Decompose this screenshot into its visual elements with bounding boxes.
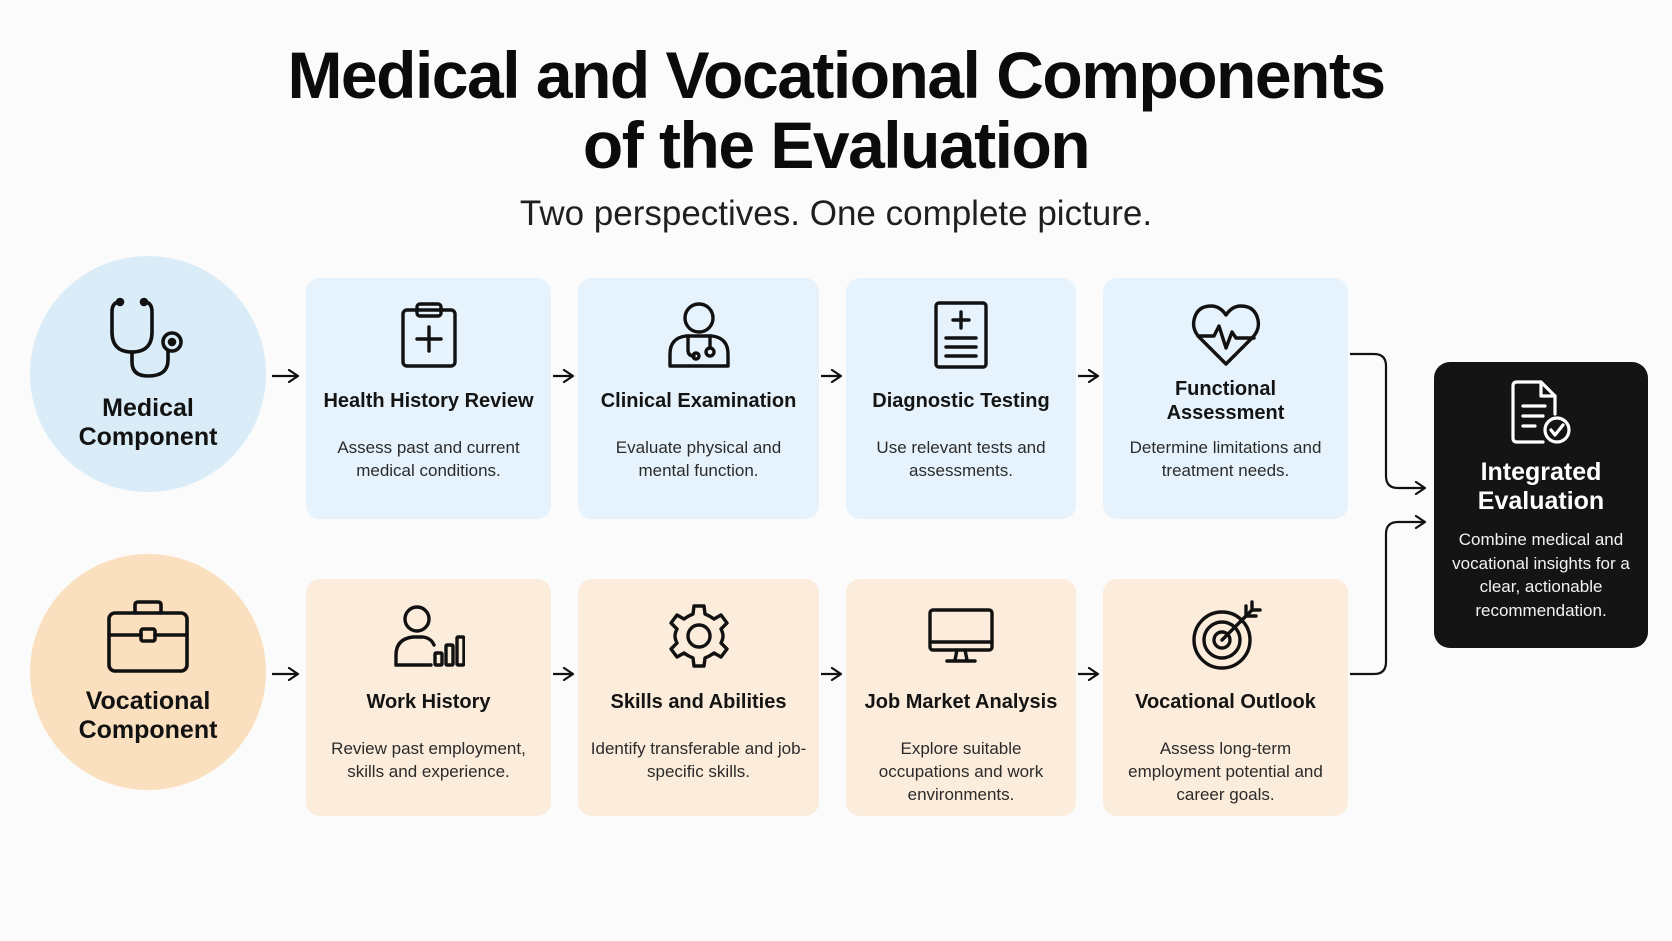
vocational-label-line-2: Component <box>78 716 218 744</box>
vocational-step-work-history <box>306 579 551 816</box>
vocational-step-skills <box>578 579 819 816</box>
medical-step-functional-assessment <box>1103 278 1348 519</box>
page-subtitle: Two perspectives. One complete picture. <box>519 194 1153 233</box>
step-description: Review past employment, skills and experience. <box>331 739 526 781</box>
integrated-evaluation-card <box>1434 362 1648 648</box>
person-chart-icon <box>393 603 465 669</box>
step-description: Identify transferable and job-specific skills. <box>590 739 807 781</box>
merge-arrow-medical <box>1350 354 1425 488</box>
gear-icon <box>665 602 733 670</box>
vocational-component-circle <box>30 554 266 790</box>
vocational-step-job-market <box>846 579 1076 816</box>
step-description: Determine limitations and treatment needs. <box>1129 438 1322 480</box>
doctor-icon <box>666 300 732 370</box>
medical-component-label <box>48 394 248 452</box>
heart-pulse-icon <box>1190 302 1262 368</box>
medical-report-icon <box>932 300 990 370</box>
medical-step-clinical-examination <box>578 278 819 519</box>
step-title: Health History Review <box>323 390 534 412</box>
vocational-step-outlook <box>1103 579 1348 816</box>
medical-label-line-2: Component <box>78 423 218 451</box>
merge-arrow-vocational <box>1350 522 1425 674</box>
title-line-2: of the Evaluation <box>582 108 1090 182</box>
step-title: Functional Assessment <box>1166 378 1285 424</box>
document-check-icon <box>1509 380 1573 448</box>
step-title: Skills and Abilities <box>610 691 787 713</box>
monitor-icon <box>927 606 995 666</box>
step-description: Assess past and current medical conditions. <box>337 438 520 480</box>
stethoscope-icon <box>106 296 190 382</box>
target-icon <box>1190 600 1262 672</box>
medical-label-line-1: Medical <box>102 394 194 422</box>
step-description: Assess long-term employment potential and career goals. <box>1128 739 1323 804</box>
medical-component-circle <box>30 256 266 492</box>
step-title: Work History <box>366 691 491 713</box>
step-description: Use relevant tests and assessments. <box>876 438 1046 480</box>
integrated-title <box>1446 458 1636 516</box>
vocational-label-line-1: Vocational <box>85 687 211 715</box>
step-title: Job Market Analysis <box>864 691 1058 713</box>
integrated-title-line-2: Evaluation <box>1477 487 1605 515</box>
title-line-1: Medical and Vocational Components <box>287 38 1385 112</box>
step-title: Diagnostic Testing <box>872 390 1050 412</box>
vocational-component-label <box>48 687 248 745</box>
step-title: Vocational Outlook <box>1135 691 1316 713</box>
clipboard-plus-icon <box>399 301 459 369</box>
integrated-description: Combine medical and vocational insights for a clear, actionable recommendation. <box>1452 530 1630 620</box>
step-title: Clinical Examination <box>600 390 797 412</box>
medical-step-diagnostic-testing <box>846 278 1076 519</box>
medical-step-health-history <box>306 278 551 519</box>
step-description: Evaluate physical and mental function. <box>615 438 782 480</box>
step-description: Explore suitable occupations and work environments. <box>878 739 1044 804</box>
integrated-title-line-1: Integrated <box>1480 458 1602 486</box>
briefcase-icon <box>105 599 191 675</box>
